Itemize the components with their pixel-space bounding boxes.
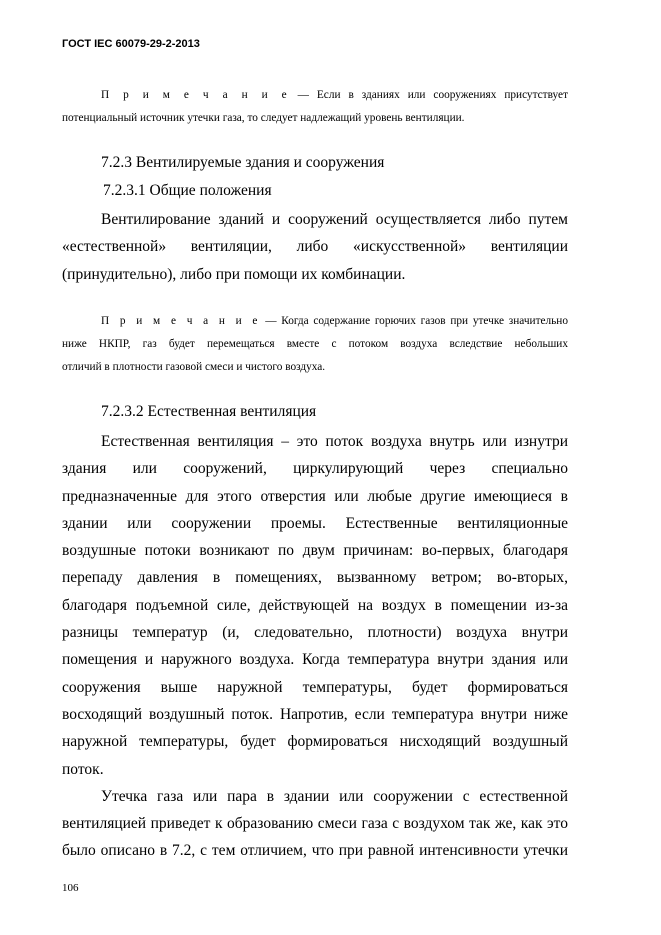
paragraph-line: разницы температур (и, следовательно, плотности) воздуха внутри: [62, 624, 568, 642]
paragraph-line: благодаря подъемной силе, действующей на воздух в помещении из-за: [62, 596, 568, 614]
paragraph-line: (принудительно), либо при помощи их комбинации.: [62, 265, 406, 283]
paragraph-line: восходящий воздушный поток. Напротив, если температура внутри ниже: [62, 705, 568, 723]
paragraph-natural-ventilation: [62, 428, 568, 865]
paragraph-line: Утечка газа или пара в здании или сооружении с естественной: [101, 787, 568, 805]
page-number: 106: [62, 882, 79, 894]
paragraph-line: сооружения выше наружной температуры, будет формироваться: [62, 678, 568, 696]
paragraph-line: вентиляцией приведет к образованию смеси газа с воздухом так же, как это: [62, 815, 568, 833]
paragraph-line: здания или сооружений, циркулирующий через специально: [62, 460, 568, 478]
paragraph-line: «естественной» вентиляции, либо «искусственной» вентиляции: [62, 238, 568, 256]
paragraph-general-provisions: [62, 206, 568, 288]
note-1-label: П р и м е ч а н и е: [101, 89, 290, 101]
paragraph-line: воздушные потоки возникают по двум причинам: во-первых, благодаря: [62, 542, 568, 560]
note-2-line-1: П р и м е ч а н и е — Когда содержание горючих газов при утечке значительно: [101, 315, 569, 327]
section-heading-7-2-3-2: 7.2.3.2 Естественная вентиляция: [101, 403, 317, 420]
note-2-line-2: ниже НКПР, газ будет перемещаться вместе с потоком воздуха вследствие небольших: [62, 338, 568, 350]
paragraph-line: было описано в 7.2, с тем отличием, что при равной интенсивности утечки: [62, 842, 568, 860]
paragraph-line: Естественная вентиляция – это поток воздуха внутрь или изнутри: [101, 433, 568, 450]
paragraph-line: здании или сооружении проемы. Естественные вентиляционные: [62, 514, 568, 532]
note-1-line-2: потенциальный источник утечки газа, то следует надлежащий уровень вентиляции.: [62, 112, 465, 124]
section-heading-7-2-3: 7.2.3 Вентилируемые здания и сооружения: [101, 154, 385, 171]
paragraph-line: поток.: [62, 760, 104, 778]
paragraph-line: перепаду давления в помещениях, вызванному ветром; во-вторых,: [62, 569, 568, 587]
note-2-label: П р и м е ч а н и е: [101, 315, 261, 327]
note-1: [62, 84, 568, 130]
paragraph-line: помещения и наружного воздуха. Когда температура внутри здания или: [62, 651, 568, 669]
note-2: [62, 310, 568, 379]
note-2-line-3: отличий в плотности газовой смеси и чистого воздуха.: [62, 361, 326, 373]
section-heading-7-2-3-1: 7.2.3.1 Общие положения: [103, 182, 272, 199]
note-1-line-1: П р и м е ч а н и е — Если в зданиях или сооружениях присутствует: [101, 89, 569, 101]
paragraph-line: предназначенные для этого отверстия или любые другие имеющиеся в: [62, 487, 568, 505]
paragraph-line: наружной температуры, будет формироваться нисходящий воздушный: [62, 733, 568, 751]
paragraph-line: Вентилирование зданий и сооружений осуществляется либо путем: [101, 211, 568, 228]
document-header: ГОСТ IEC 60079-29-2-2013: [62, 38, 200, 50]
